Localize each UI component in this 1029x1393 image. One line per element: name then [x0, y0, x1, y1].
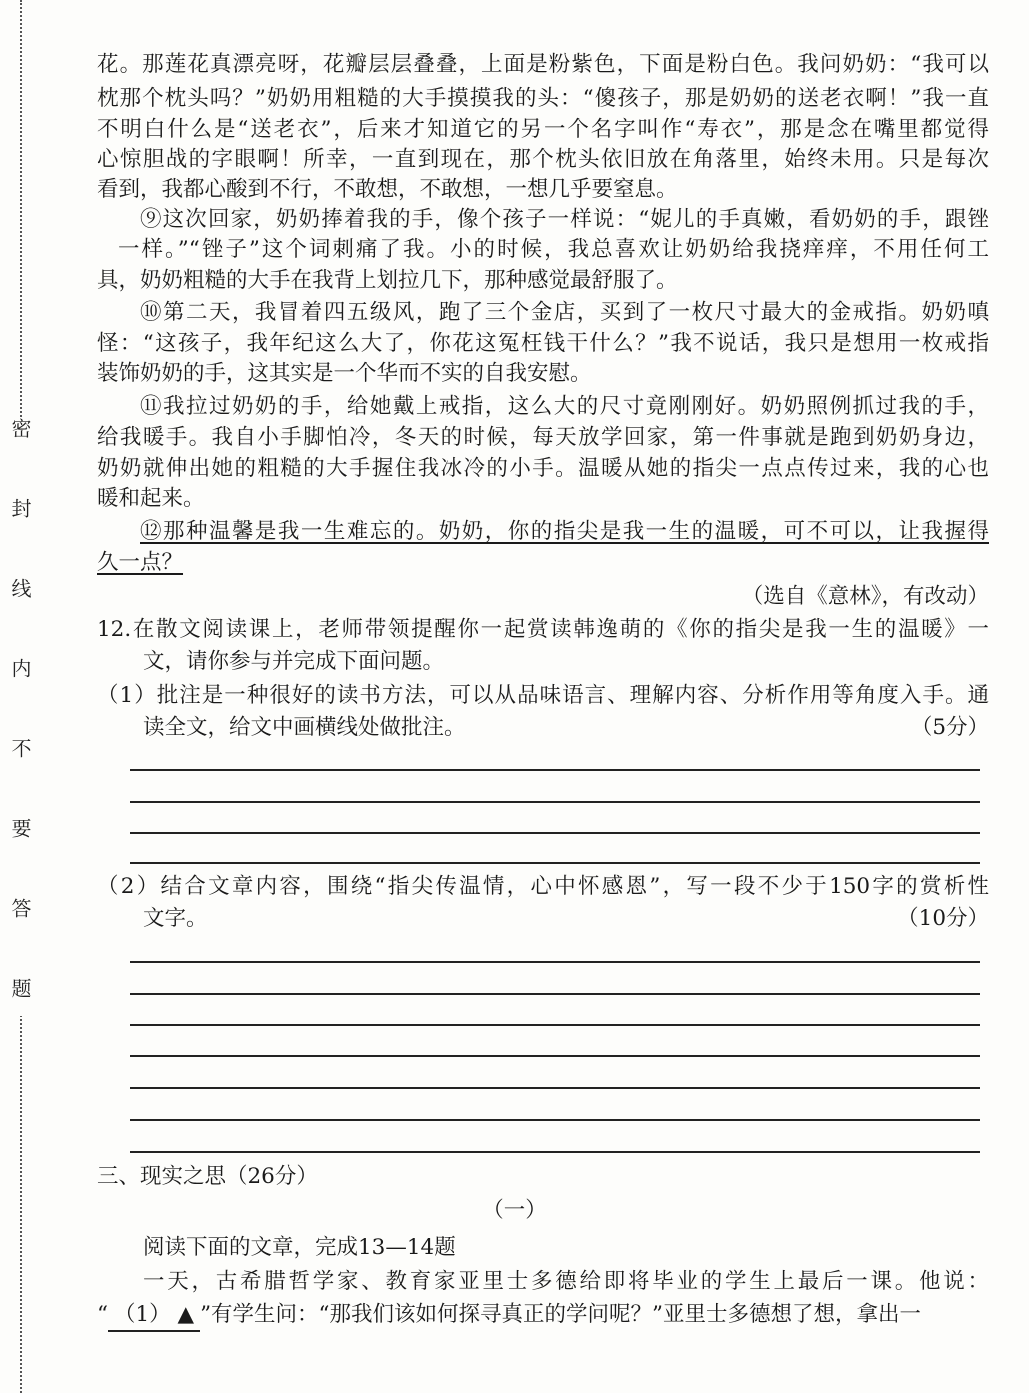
- question-12-part2-score: （10分）: [897, 906, 989, 931]
- passage-line: 不明白什么是“送老衣”，后来才知道它的另一个名字叫作“寿衣”，那是念在嘴里都觉得: [97, 117, 989, 142]
- passage-line: 给我暖手。我自小手脚怕冷，冬天的时候，每天放学回家，第一件事就是跑到奶奶身边，: [97, 425, 989, 450]
- passage-line: ⑨这次回家，奶奶捧着我的手，像个孩子一样说：“妮儿的手真嫩，看奶奶的手，跟锉: [140, 207, 989, 232]
- answer-line[interactable]: [130, 1119, 980, 1121]
- article-line: 一天，古希腊哲学家、教育家亚里士多德给即将毕业的学生上最后一课。他说：: [143, 1269, 989, 1294]
- passage-line: 装饰奶奶的手，这其实是一个华而不实的自我安慰。: [97, 361, 592, 386]
- passage-line: 看到，我都心酸到不行，不敢想，不敢想，一想几乎要窒息。: [97, 177, 678, 202]
- section-heading: 三、现实之思（26分）: [97, 1164, 318, 1189]
- passage-line: 暖和起来。: [97, 486, 205, 511]
- article-line-text: ”有学生问：“那我们该如何探寻真正的学问呢？”亚里士多德想了想，拿出一: [200, 1302, 922, 1327]
- answer-line[interactable]: [130, 769, 980, 771]
- seal-line-notice: 密 封 线 内 不 要 答 题: [8, 418, 32, 1016]
- passage-line: ⑪我拉过奶奶的手，给她戴上戒指，这么大的尺寸竟刚刚好。奶奶照例抓过我的手，: [140, 394, 989, 419]
- answer-line[interactable]: [130, 1055, 980, 1057]
- answer-line[interactable]: [130, 961, 980, 963]
- answer-line[interactable]: [130, 993, 980, 995]
- answer-line[interactable]: [130, 1151, 980, 1153]
- question-12-part2: （2）结合文章内容，围绕“指尖传温情，心中怀感恩”，写一段不少于150字的赏析性: [97, 874, 989, 899]
- question-12-intro: 12.在散文阅读课上，老师带领提醒你一起赏读韩逸萌的《你的指尖是我一生的温暖》一: [97, 617, 989, 642]
- open-quote: “: [97, 1302, 108, 1327]
- passage-line: ⑩第二天，我冒着四五级风，跑了三个金店，买到了一枚尺寸最大的金戒指。奶奶嗔: [140, 300, 989, 325]
- passage-line: 一样。”“锉子”这个词刺痛了我。小的时候，我总喜欢让奶奶给我挠痒痒，不用任何工: [118, 237, 989, 262]
- passage-line: 心惊胆战的字眼啊！所幸，一直到现在，那个枕头依旧放在角落里，始终未用。只是每次: [97, 147, 989, 172]
- article-line-with-blank: [97, 1300, 989, 1332]
- underlined-passage-line: ⑫那种温馨是我一生难忘的。奶奶，你的指尖是我一生的温暖，可不可以，让我握得: [140, 519, 989, 544]
- question-12-part2-cont: 文字。: [143, 906, 208, 931]
- answer-line[interactable]: [130, 1087, 980, 1089]
- passage-line: 具，奶奶粗糙的大手在我背上划拉几下，那种感觉最舒服了。: [97, 268, 678, 293]
- passage-line: 花。那莲花真漂亮呀，花瓣层层叠叠，上面是粉紫色，下面是粉白色。我问奶奶：“我可以: [97, 52, 989, 77]
- reading-instruction: 阅读下面的文章，完成13—14题: [143, 1235, 456, 1260]
- binding-margin: [0, 0, 40, 1393]
- question-12-intro-cont: 文，请你参与并完成下面问题。: [143, 649, 445, 674]
- answer-line[interactable]: [130, 862, 980, 864]
- underlined-passage-line: 久一点？: [97, 550, 184, 575]
- passage-line: 枕那个枕头吗？”奶奶用粗糙的大手摸摸我的头：“傻孩子，那是奶奶的送老衣啊！”我一直: [97, 86, 989, 111]
- answer-line[interactable]: [130, 1024, 980, 1026]
- question-12-part1-score: （5分）: [910, 715, 989, 740]
- question-12-part1-cont: 读全文，给文中画横线处做批注。: [143, 715, 466, 740]
- section-part-label: （一）: [482, 1198, 547, 1223]
- fill-blank-1[interactable]: （1） ▲: [108, 1300, 200, 1332]
- passage-line: 奶奶就伸出她的粗糙的大手握住我冰冷的小手。温暖从她的指尖一点点传过来，我的心也: [97, 456, 989, 481]
- answer-line[interactable]: [130, 801, 980, 803]
- question-12-part1: （1）批注是一种很好的读书方法，可以从品味语言、理解内容、分析作用等角度入手。通: [97, 683, 989, 708]
- source-citation: （选自《意林》，有改动）: [741, 584, 989, 609]
- answer-line[interactable]: [130, 832, 980, 834]
- passage-line: 怪：“这孩子，我年纪这么大了，你花这冤枉钱干什么？”我不说话，我只是想用一枚戒指: [97, 331, 989, 356]
